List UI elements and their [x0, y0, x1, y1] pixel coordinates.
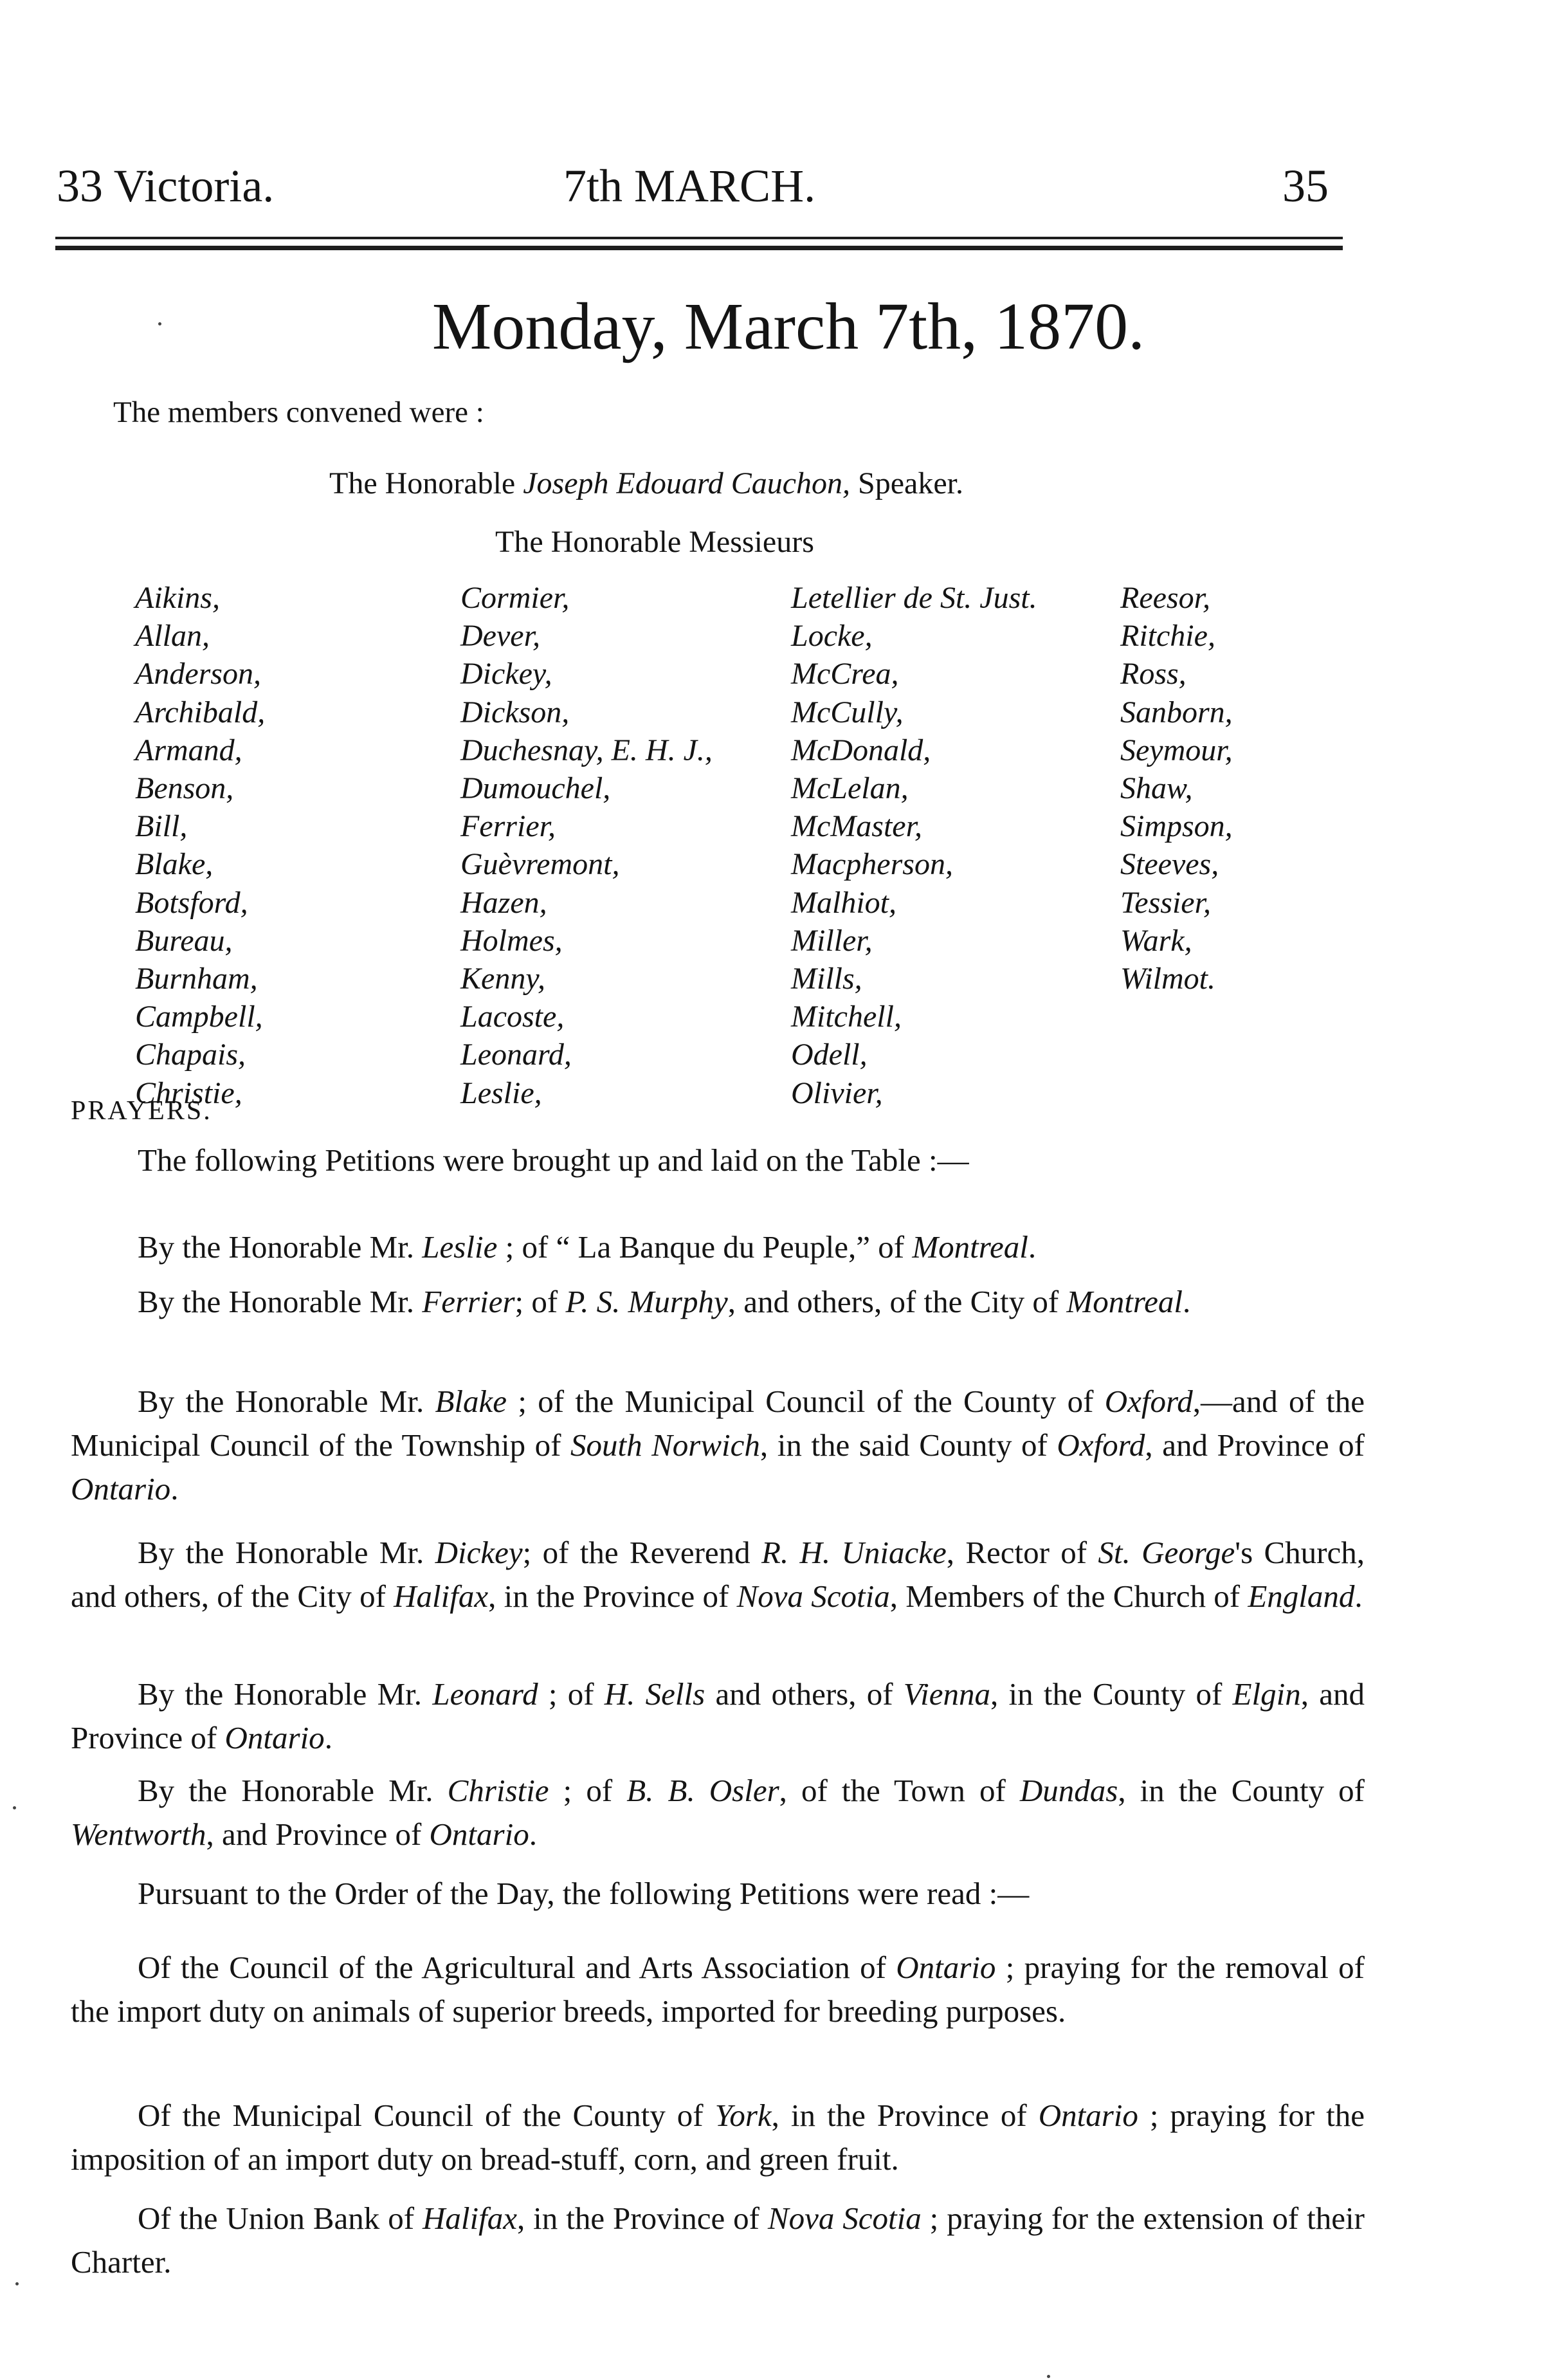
text-run: ; praying for the removal of the import duty on animals of superior breeds, imported for breeding purposes.: [71, 1950, 1365, 2029]
member-name: Blake,: [135, 847, 214, 882]
members-column-1: [135, 579, 265, 1112]
member-name: Chapais,: [135, 1038, 246, 1072]
italic-name: Ferrier: [422, 1284, 515, 1319]
text-run: , and Province of: [1145, 1427, 1365, 1463]
member-name: Dever,: [460, 619, 540, 654]
member-name: Dickey,: [460, 657, 552, 691]
italic-name: H. Sells: [604, 1676, 705, 1712]
italic-name: Ontario: [429, 1817, 529, 1852]
italic-name: Halifax: [394, 1579, 489, 1614]
member-name: Bureau,: [135, 923, 233, 958]
italic-name: Wentworth: [71, 1817, 206, 1852]
header-rule-thick: [55, 246, 1343, 250]
text-run: ; praying for the imposition of an import duty on bread-stuff, corn, and green fruit.: [71, 2098, 1365, 2177]
member-name: Seymour,: [1120, 733, 1233, 767]
member-name: Holmes,: [460, 923, 563, 958]
messieurs-heading: The Honorable Messieurs: [495, 525, 814, 559]
speaker-line: [329, 466, 963, 501]
text-run: ; of: [514, 1284, 566, 1319]
member-name: Wilmot.: [1120, 962, 1216, 996]
member-name: Guèvremont,: [460, 847, 620, 882]
petitions-intro: The following Petitions were brought up and laid on the Table :—: [138, 1142, 969, 1178]
speaker-name: Joseph Edouard Cauchon,: [523, 466, 851, 500]
header-rule-thin: [55, 237, 1343, 239]
read-petition-paragraph: [71, 2197, 1365, 2284]
running-head-center: 7th MARCH.: [563, 160, 816, 212]
text-run: , and Province of: [71, 1676, 1365, 1755]
text-run: .: [1182, 1284, 1191, 1319]
italic-name: Blake: [435, 1384, 507, 1419]
member-name: Botsford,: [135, 885, 248, 920]
member-name: Shaw,: [1120, 771, 1193, 806]
member-name: Leslie,: [460, 1076, 542, 1110]
petition-paragraph: [71, 1531, 1365, 1618]
text-run: By the Honorable Mr.: [138, 1384, 435, 1419]
italic-name: Ontario: [71, 1471, 171, 1506]
text-run: ; praying for the extension of their Charter.: [71, 2201, 1365, 2280]
italic-name: Dickey: [435, 1535, 523, 1570]
member-name: Leonard,: [460, 1038, 572, 1072]
member-name: Steeves,: [1120, 847, 1219, 882]
member-name: Duchesnay, E. H. J.,: [460, 733, 713, 767]
member-name: Christie,: [135, 1076, 242, 1110]
text-run: ; of the Reverend: [522, 1535, 761, 1570]
italic-name: Nova Scotia: [767, 2201, 922, 2236]
member-name: Ferrier,: [460, 809, 556, 844]
member-name: Dumouchel,: [460, 771, 611, 806]
members-column-4: [1120, 579, 1233, 998]
text-run: , in the said County of: [759, 1427, 1057, 1463]
italic-name: Christie: [447, 1773, 549, 1808]
member-name: Wark,: [1120, 923, 1192, 958]
text-run: , in the Province of: [516, 2201, 768, 2236]
italic-name: Elgin: [1232, 1676, 1301, 1712]
members-column-3: [791, 579, 1037, 1112]
member-name: Aikins,: [135, 581, 220, 615]
petition-paragraph: [71, 1225, 1365, 1269]
member-name: McCrea,: [791, 657, 899, 691]
print-speck: [13, 1806, 16, 1809]
italic-name: South Norwich: [570, 1427, 760, 1463]
italic-name: R. H. Uniacke: [761, 1535, 947, 1570]
read-petition-paragraph: [71, 1946, 1365, 2033]
text-run: ; of: [538, 1676, 605, 1712]
convened-line: The members convened were :: [113, 396, 484, 429]
member-name: Cormier,: [460, 581, 570, 615]
member-name: Letellier de St. Just.: [791, 581, 1037, 615]
text-run: .: [324, 1720, 332, 1755]
italic-name: Nova Scotia: [736, 1579, 890, 1614]
text-run: , in the County of: [990, 1676, 1233, 1712]
italic-name: Ontario: [1038, 2098, 1138, 2133]
member-name: Malhiot,: [791, 885, 896, 920]
text-run: 's Church, and others, of the City of: [71, 1535, 1365, 1614]
text-run: .: [529, 1817, 537, 1852]
member-name: Sanborn,: [1120, 695, 1233, 729]
text-run: Of the Council of the Agricultural and Arts Association of: [138, 1950, 896, 1985]
page-title: Monday, March 7th, 1870.: [432, 289, 1145, 363]
print-speck: [1047, 2375, 1050, 2378]
member-name: Macpherson,: [791, 847, 953, 882]
italic-name: Leonard: [432, 1676, 538, 1712]
member-name: Miller,: [791, 923, 873, 958]
member-name: Reesor,: [1120, 581, 1210, 615]
member-name: Armand,: [135, 733, 242, 767]
speaker-suffix: Speaker.: [850, 466, 963, 500]
text-run: , Members of the Church of: [889, 1579, 1248, 1614]
member-name: Dickson,: [460, 695, 570, 729]
italic-name: Oxford: [1104, 1384, 1193, 1419]
text-run: By the Honorable Mr.: [138, 1676, 433, 1712]
print-speck: [158, 322, 161, 325]
prayers-heading: PRAYERS.: [71, 1096, 212, 1126]
italic-name: P. S. Murphy: [565, 1284, 728, 1319]
italic-name: Oxford: [1057, 1427, 1145, 1463]
petition-paragraph: [71, 1672, 1365, 1760]
text-run: ; of “ La Banque du Peuple,” of: [497, 1229, 913, 1265]
italic-name: Ontario: [896, 1950, 996, 1985]
member-name: Kenny,: [460, 962, 545, 996]
italic-name: B. B. Osler: [626, 1773, 779, 1808]
member-name: McLelan,: [791, 771, 909, 806]
speaker-prefix: The Honorable: [329, 466, 523, 500]
text-run: Of the Union Bank of: [138, 2201, 423, 2236]
member-name: Allan,: [135, 619, 210, 654]
text-run: ; of: [549, 1773, 627, 1808]
italic-name: Ontario: [224, 1720, 325, 1755]
petition-paragraph: [71, 1380, 1365, 1511]
petition-paragraph: [71, 1280, 1365, 1324]
member-name: Burnham,: [135, 962, 258, 996]
text-run: , in the County of: [1118, 1773, 1365, 1808]
member-name: Campbell,: [135, 1000, 263, 1034]
italic-name: Leslie: [422, 1229, 498, 1265]
member-name: Olivier,: [791, 1076, 883, 1110]
member-name: McMaster,: [791, 809, 922, 844]
text-run: .: [170, 1471, 179, 1506]
text-run: .: [1028, 1229, 1037, 1265]
text-run: By the Honorable Mr.: [138, 1284, 423, 1319]
text-run: .: [1354, 1579, 1363, 1614]
member-name: Hazen,: [460, 885, 547, 920]
text-run: By the Honorable Mr.: [138, 1773, 448, 1808]
italic-name: Halifax: [423, 2201, 517, 2236]
text-run: and others, of: [705, 1676, 904, 1712]
member-name: Archibald,: [135, 695, 266, 729]
text-run: ; of the Municipal Council of the County of: [507, 1384, 1105, 1419]
text-run: Of the Municipal Council of the County of: [138, 2098, 715, 2133]
member-name: Lacoste,: [460, 1000, 565, 1034]
member-name: Anderson,: [135, 657, 261, 691]
member-name: Benson,: [135, 771, 234, 806]
read-petition-paragraph: [71, 2094, 1365, 2181]
members-column-2: [460, 579, 713, 1112]
order-of-day-intro: Pursuant to the Order of the Day, the following Petitions were read :—: [138, 1876, 1030, 1911]
text-run: , in the Province of: [488, 1579, 737, 1614]
text-run: By the Honorable Mr.: [138, 1229, 423, 1265]
member-name: Mitchell,: [791, 1000, 902, 1034]
member-name: Ross,: [1120, 657, 1187, 691]
member-name: Odell,: [791, 1038, 868, 1072]
member-name: Ritchie,: [1120, 619, 1215, 654]
member-name: Bill,: [135, 809, 188, 844]
italic-name: York: [714, 2098, 772, 2133]
member-name: McDonald,: [791, 733, 931, 767]
member-name: McCully,: [791, 695, 904, 729]
text-run: ,—and of the Municipal Council of the Township of: [71, 1384, 1365, 1463]
text-run: , in the Province of: [771, 2098, 1039, 2133]
running-head-left: 33 Victoria.: [57, 160, 275, 212]
text-run: , and others, of the City of: [727, 1284, 1067, 1319]
member-name: Simpson,: [1120, 809, 1233, 844]
print-speck: [15, 2282, 19, 2285]
italic-name: Vienna: [903, 1676, 990, 1712]
text-run: By the Honorable Mr.: [138, 1535, 435, 1570]
member-name: Tessier,: [1120, 885, 1211, 920]
italic-name: Montreal: [1066, 1284, 1183, 1319]
member-name: Locke,: [791, 619, 873, 654]
italic-name: Dundas: [1019, 1773, 1118, 1808]
italic-name: England: [1248, 1579, 1355, 1614]
page-number: 35: [1282, 160, 1329, 212]
italic-name: St. George: [1098, 1535, 1235, 1570]
italic-name: Montreal: [912, 1229, 1028, 1265]
text-run: , of the Town of: [779, 1773, 1020, 1808]
text-run: , Rector of: [946, 1535, 1098, 1570]
text-run: , and Province of: [206, 1817, 430, 1852]
member-name: Mills,: [791, 962, 862, 996]
petition-paragraph: [71, 1769, 1365, 1856]
